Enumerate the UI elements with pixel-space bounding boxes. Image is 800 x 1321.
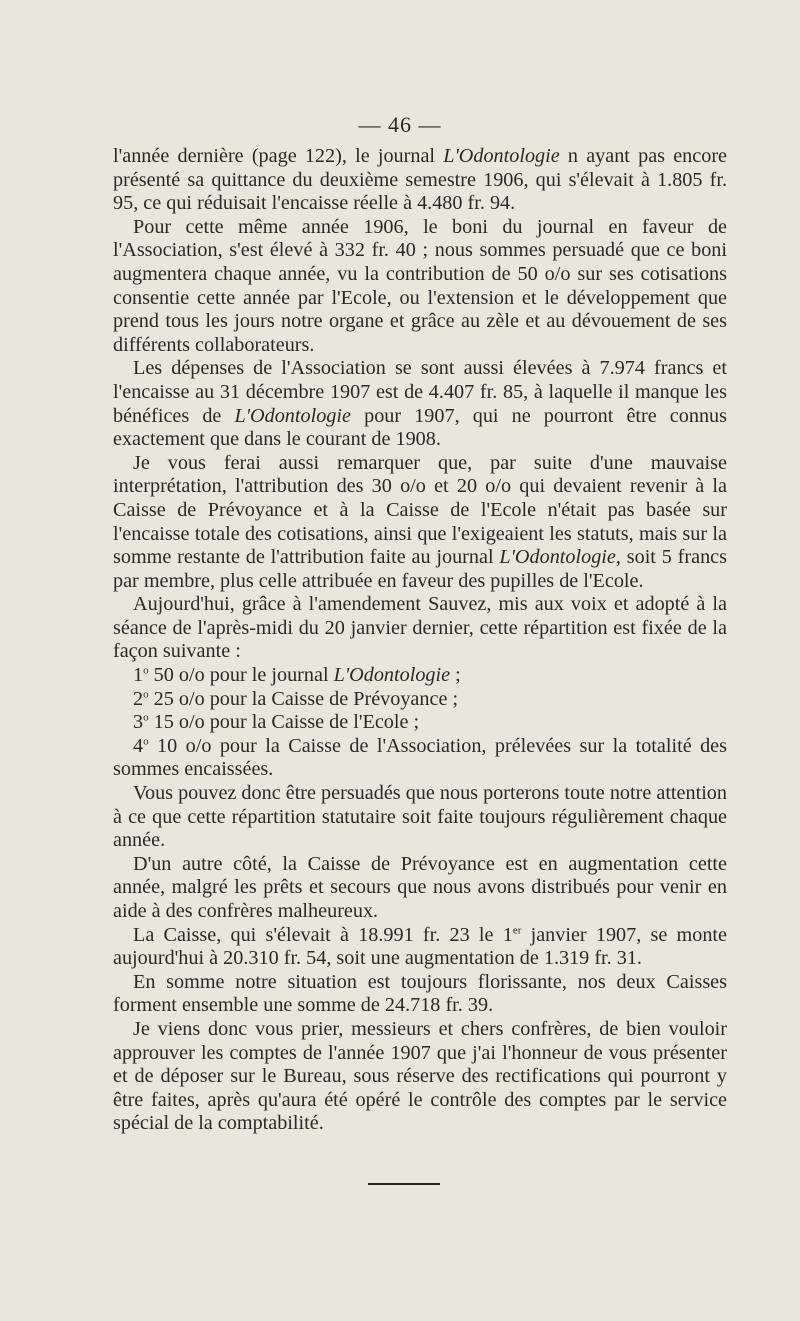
text-segment: 3 xyxy=(133,711,144,734)
body-text xyxy=(113,145,727,1136)
text-segment: soit 5 francs par membre, plus celle attribuée en faveur des pupilles de l'Ecole. xyxy=(113,546,727,592)
paragraph xyxy=(113,971,727,1018)
paragraph xyxy=(113,145,727,216)
italic-title: L'Odontologie, xyxy=(499,546,621,569)
paragraph xyxy=(113,593,727,664)
paragraph xyxy=(113,782,727,853)
italic-title: L'Odontologie xyxy=(234,404,351,427)
page-number: — 46 — xyxy=(358,112,442,137)
text-segment: l'année dernière (page 122), le journal xyxy=(113,145,444,167)
text-segment: D'un autre côté, la Caisse de Prévoyance est en augmentation cette année, malgré les prêts et secours que nous avons distribués pour venir en aide à des confrères malheureux. xyxy=(113,852,727,922)
paragraph xyxy=(113,452,727,594)
italic-title: L'Odontologie xyxy=(443,145,560,167)
text-segment: Les dépenses de l'Association se sont aussi élevées à 7.974 francs et l'encaisse au 31 décembre 1907 est de 4.407 fr. 85, à laquelle il manque les bénéfices de xyxy=(113,357,727,427)
text-segment: pour 1907, qui ne pourront être connus exactement que dans le courant de 1908. xyxy=(113,404,727,451)
paragraph xyxy=(113,216,727,358)
text-segment: 50 o/o pour le journal xyxy=(148,664,334,687)
paragraph xyxy=(113,664,727,688)
closing-rule xyxy=(368,1183,440,1185)
paragraph xyxy=(113,357,727,451)
text-segment: Vous pouvez donc être persuadés que nous porterons toute notre attention à ce que cette répartition statutaire soit faite toujours régulièrement chaque année. xyxy=(113,782,727,852)
paragraph xyxy=(113,853,727,924)
paragraph xyxy=(113,924,727,971)
text-segment: n ayant pas encore présenté sa quittance du deuxième semestre 1906, qui s'élevait à 1.805 fr. 95, ce qui réduisait l'encaisse réelle à 4.480 fr. 94. xyxy=(113,145,727,215)
text-segment: 1 xyxy=(133,664,144,687)
text-segment: janvier 1907, se monte aujourd'hui à 20.310 fr. 54, soit une augmentation de 1.319 fr. 31. xyxy=(113,923,727,970)
text-segment: Je viens donc vous prier, messieurs et chers confrères, de bien vouloir approuver les comptes de l'année 1907 que j'ai l'honneur de vous présenter et de déposer sur le Bureau, sous réserve des rectifications qui pourront y être faites, après qu'aura été opéré le contrôle des comptes par le service spécial de la comptabilité. xyxy=(113,1017,727,1135)
superscript-text: o xyxy=(143,664,149,677)
text-segment: En somme notre situation est toujours florissante, nos deux Caisses forment ensemble une somme de 24.718 fr. 39. xyxy=(113,970,727,1017)
superscript-text: o xyxy=(143,711,149,724)
superscript-text: o xyxy=(143,735,149,748)
text-segment: ; xyxy=(450,664,461,687)
text-segment: La Caisse, qui s'élevait à 18.991 fr. 23 le 1 xyxy=(133,923,513,946)
paragraph xyxy=(113,688,727,712)
superscript-text: o xyxy=(143,687,149,700)
text-segment: 4 xyxy=(133,734,144,757)
paragraph xyxy=(113,1018,727,1136)
text-segment: 10 o/o pour la Caisse de l'Association, prélevées sur la totalité des sommes encaissées. xyxy=(113,734,727,781)
superscript-text: er xyxy=(512,923,522,936)
paragraph xyxy=(113,711,727,735)
text-segment: 25 o/o pour la Caisse de Prévoyance ; xyxy=(148,687,459,710)
text-segment: Aujourd'hui, grâce à l'amendement Sauvez, mis aux voix et adopté à la séance de l'après-midi du 20 janvier dernier, cette répartition est fixée de la façon suivante : xyxy=(113,593,727,663)
text-segment: 2 xyxy=(133,687,144,710)
text-segment: 15 o/o pour la Caisse de l'Ecole ; xyxy=(148,711,420,734)
italic-title: L'Odontologie xyxy=(333,664,451,687)
paragraph xyxy=(113,735,727,782)
text-segment: Pour cette même année 1906, le boni du journal en faveur de l'Association, s'est élevé à 332 fr. 40 ; nous sommes persuadé que ce boni augmentera chaque année, vu la contribution de 50 o/o sur ses cotisations consentie cette année par l'Ecole, ou l'extension et le développement que prend tous les jours notre organe et grâce au zèle et au dévouement de ses différents collaborateurs. xyxy=(113,215,727,356)
text-segment: Je vous ferai aussi remarquer que, par suite d'une mauvaise interprétation, l'attribution des 30 o/o et 20 o/o qui devaient revenir à la Caisse de Prévoyance et à la Caisse de l'Ecole n'était pas basée sur l'encaisse totale des cotisations, ainsi que l'exigeaient les statuts, mais sur la somme restante de l'attribution faite au journal xyxy=(113,451,727,569)
